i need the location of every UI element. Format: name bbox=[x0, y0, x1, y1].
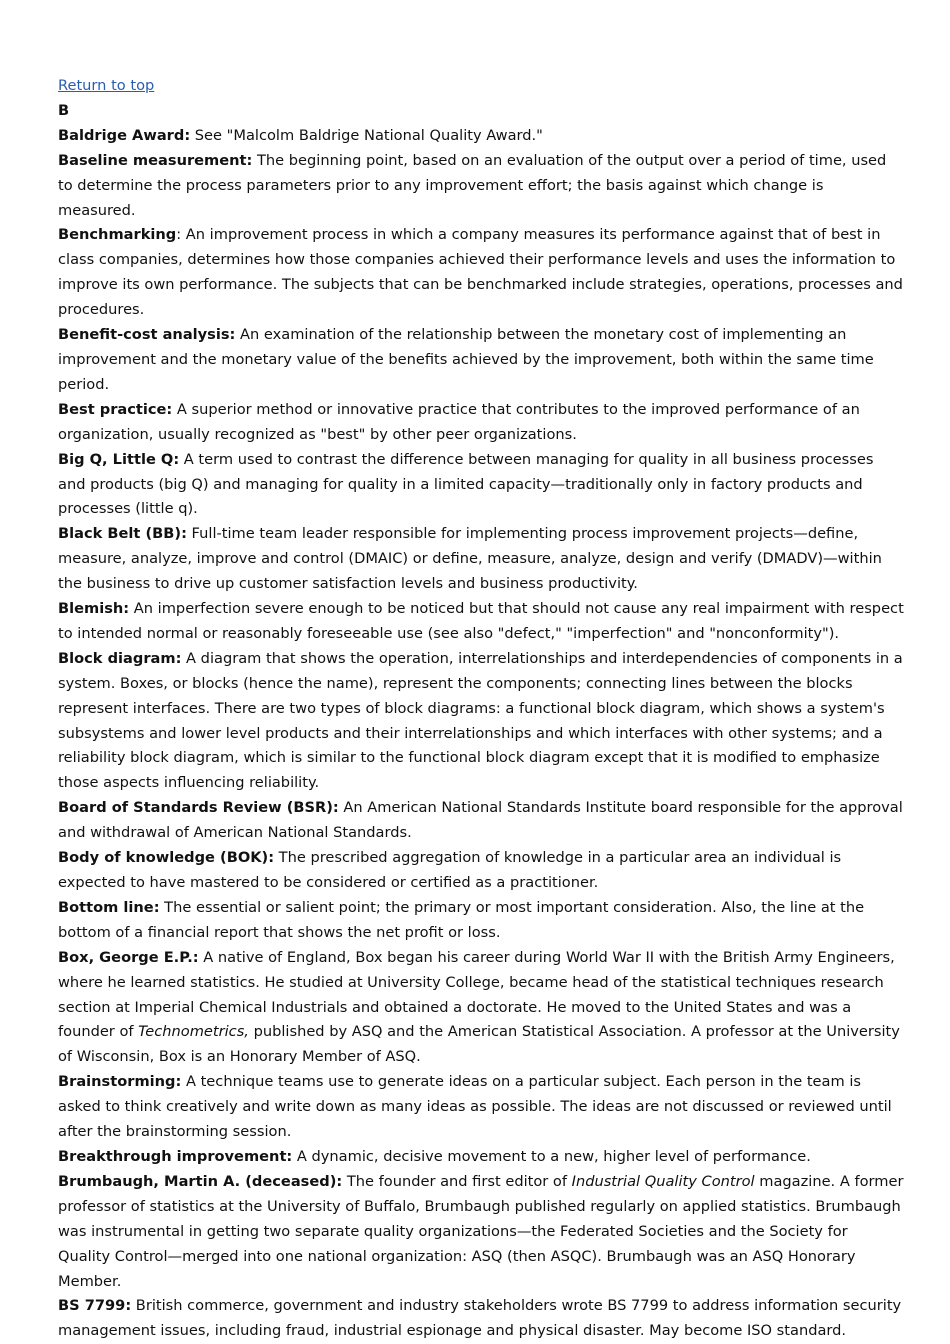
entry-term: Body of knowledge (BOK): bbox=[58, 849, 275, 867]
return-to-top-row bbox=[58, 74, 904, 99]
entry-term: Board of Standards Review (BSR): bbox=[58, 799, 339, 817]
glossary-entry bbox=[58, 1294, 904, 1344]
entry-term: Box, George E.P.: bbox=[58, 948, 199, 966]
return-to-top-link[interactable]: Return to top bbox=[58, 77, 155, 94]
glossary-entry bbox=[58, 448, 904, 523]
glossary-entry bbox=[58, 1145, 904, 1170]
entry-term: BS 7799: bbox=[58, 1297, 132, 1315]
entry-definition: : An improvement process in which a company measures its performance against that of best in class companies, determines how those companies achieved their performance levels and uses the information to improve its own performance. The subjects that can be benchmarked include strategies, operations, processes and procedures. bbox=[58, 226, 903, 319]
glossary-entry bbox=[58, 522, 904, 597]
entry-definition: See "Malcolm Baldrige National Quality Award." bbox=[190, 126, 543, 144]
entry-definition: An examination of the relationship between the monetary cost of implementing an improvement and the monetary value of the benefits achieved by the improvement, both within the same time period. bbox=[58, 326, 874, 393]
entry-term: Blemish: bbox=[58, 600, 130, 618]
entry-definition: The prescribed aggregation of knowledge in a particular area an individual is expected to have mastered to be considered or certified as a practitioner. bbox=[58, 849, 842, 891]
glossary-entry bbox=[58, 124, 904, 149]
entry-definition: A native of England, Box began his career during World War II with the British Army Engineers, where he learned statistics. He studied at University College, became head of the statistical techniques research section at Imperial Chemical Industrials and obtained a doctorate. He moved to the United States and was a founder of bbox=[58, 948, 895, 1041]
entry-term: Black Belt (BB): bbox=[58, 525, 187, 543]
entry-term: Brumbaugh, Martin A. (deceased): bbox=[58, 1172, 343, 1190]
glossary-entry bbox=[58, 846, 904, 896]
glossary-entry bbox=[58, 896, 904, 946]
entry-definition-italic: Industrial Quality Control bbox=[571, 1172, 755, 1190]
entry-term: Benchmarking bbox=[58, 226, 177, 244]
entry-term: Brainstorming: bbox=[58, 1073, 182, 1091]
entry-definition: published by ASQ and the American Statistical Association. A professor at the University of Wisconsin, Box is an Honorary Member of ASQ. bbox=[58, 1023, 900, 1066]
entry-definition: The beginning point, based on an evaluation of the output over a period of time, used to determine the process parameters prior to any improvement effort; the basis against which change is measured. bbox=[58, 151, 887, 219]
glossary-entry bbox=[58, 149, 904, 224]
entry-term: Best practice: bbox=[58, 400, 173, 418]
entry-definition-italic: Technometrics, bbox=[138, 1023, 249, 1041]
glossary-entry bbox=[58, 398, 904, 448]
entry-term: Big Q, Little Q: bbox=[58, 450, 180, 468]
entry-definition: magazine. A former professor of statistics at the University of Buffalo, Brumbaugh published regularly on applied statistics. Brumbaugh was instrumental in getting two separate quality organizations—the Federated Societies and the Society for Quality Control—merged into one national organization: ASQ (then ASQC). Brumbaugh was an ASQ Honorary Member. bbox=[58, 1172, 904, 1290]
entry-definition: Full-time team leader responsible for implementing process improvement projects—define, measure, analyze, improve and control (DMAIC) or define, measure, analyze, design and verify (DMADV)—within the business to drive up customer satisfaction levels and business productivity. bbox=[58, 525, 882, 593]
entry-definition: A superior method or innovative practice that contributes to the improved performance of an organization, usually recognized as "best" by other peer organizations. bbox=[58, 400, 860, 443]
entry-definition: An American National Standards Institute board responsible for the approval and withdrawal of American National Standards. bbox=[58, 799, 903, 842]
entry-definition: A technique teams use to generate ideas on a particular subject. Each person in the team is asked to think creatively and write down as many ideas as possible. The ideas are not discussed or reviewed until after the brainstorming session. bbox=[58, 1073, 892, 1141]
section-letter-heading: B bbox=[58, 101, 70, 119]
entry-definition: The essential or salient point; the primary or most important consideration. Also, the line at the bottom of a financial report that shows the net profit or loss. bbox=[58, 898, 865, 941]
glossary-entry bbox=[58, 323, 904, 398]
entry-term: Bottom line: bbox=[58, 898, 160, 916]
glossary-entry bbox=[58, 223, 904, 323]
entry-term: Block diagram: bbox=[58, 649, 182, 667]
glossary-entry bbox=[58, 1170, 904, 1295]
entry-definition: An imperfection severe enough to be noticed but that should not cause any real impairment with respect to intended normal or reasonably foreseeable use (see also "defect," "imperfection" and "nonconformity"). bbox=[58, 600, 904, 642]
glossary-entry bbox=[58, 946, 904, 1071]
entry-definition: The founder and first editor of bbox=[342, 1172, 572, 1190]
glossary-entry bbox=[58, 597, 904, 647]
entry-definition: A term used to contrast the difference between managing for quality in all business processes and products (big Q) and managing for quality in a limited capacity—traditionally only in factory products and processes (little q). bbox=[58, 450, 874, 518]
entry-definition: British commerce, government and industry stakeholders wrote BS 7799 to address information security management issues, including fraud, industrial espionage and physical disaster. May become ISO standard. bbox=[58, 1297, 902, 1340]
glossary-page bbox=[58, 74, 904, 1344]
entry-term: Baldrige Award: bbox=[58, 126, 191, 144]
entry-term: Baseline measurement: bbox=[58, 151, 253, 169]
glossary-entry bbox=[58, 647, 904, 796]
entry-definition: A diagram that shows the operation, interrelationships and interdependencies of components in a system. Boxes, or blocks (hence the name), represent the components; connecting lines between the blocks represent interfaces. There are two types of block diagrams: a functional block diagram, which shows a system's subsystems and lower level products and their interrelationships and which interfaces with other systems; and a reliability block diagram, which is similar to the functional block diagram except that it is modified to emphasize those aspects influencing reliability. bbox=[58, 649, 903, 792]
glossary-entry bbox=[58, 1070, 904, 1145]
entry-definition: A dynamic, decisive movement to a new, higher level of performance. bbox=[292, 1147, 811, 1165]
glossary-entry bbox=[58, 796, 904, 846]
entry-term: Breakthrough improvement: bbox=[58, 1147, 293, 1165]
entry-term: Benefit-cost analysis: bbox=[58, 326, 236, 344]
